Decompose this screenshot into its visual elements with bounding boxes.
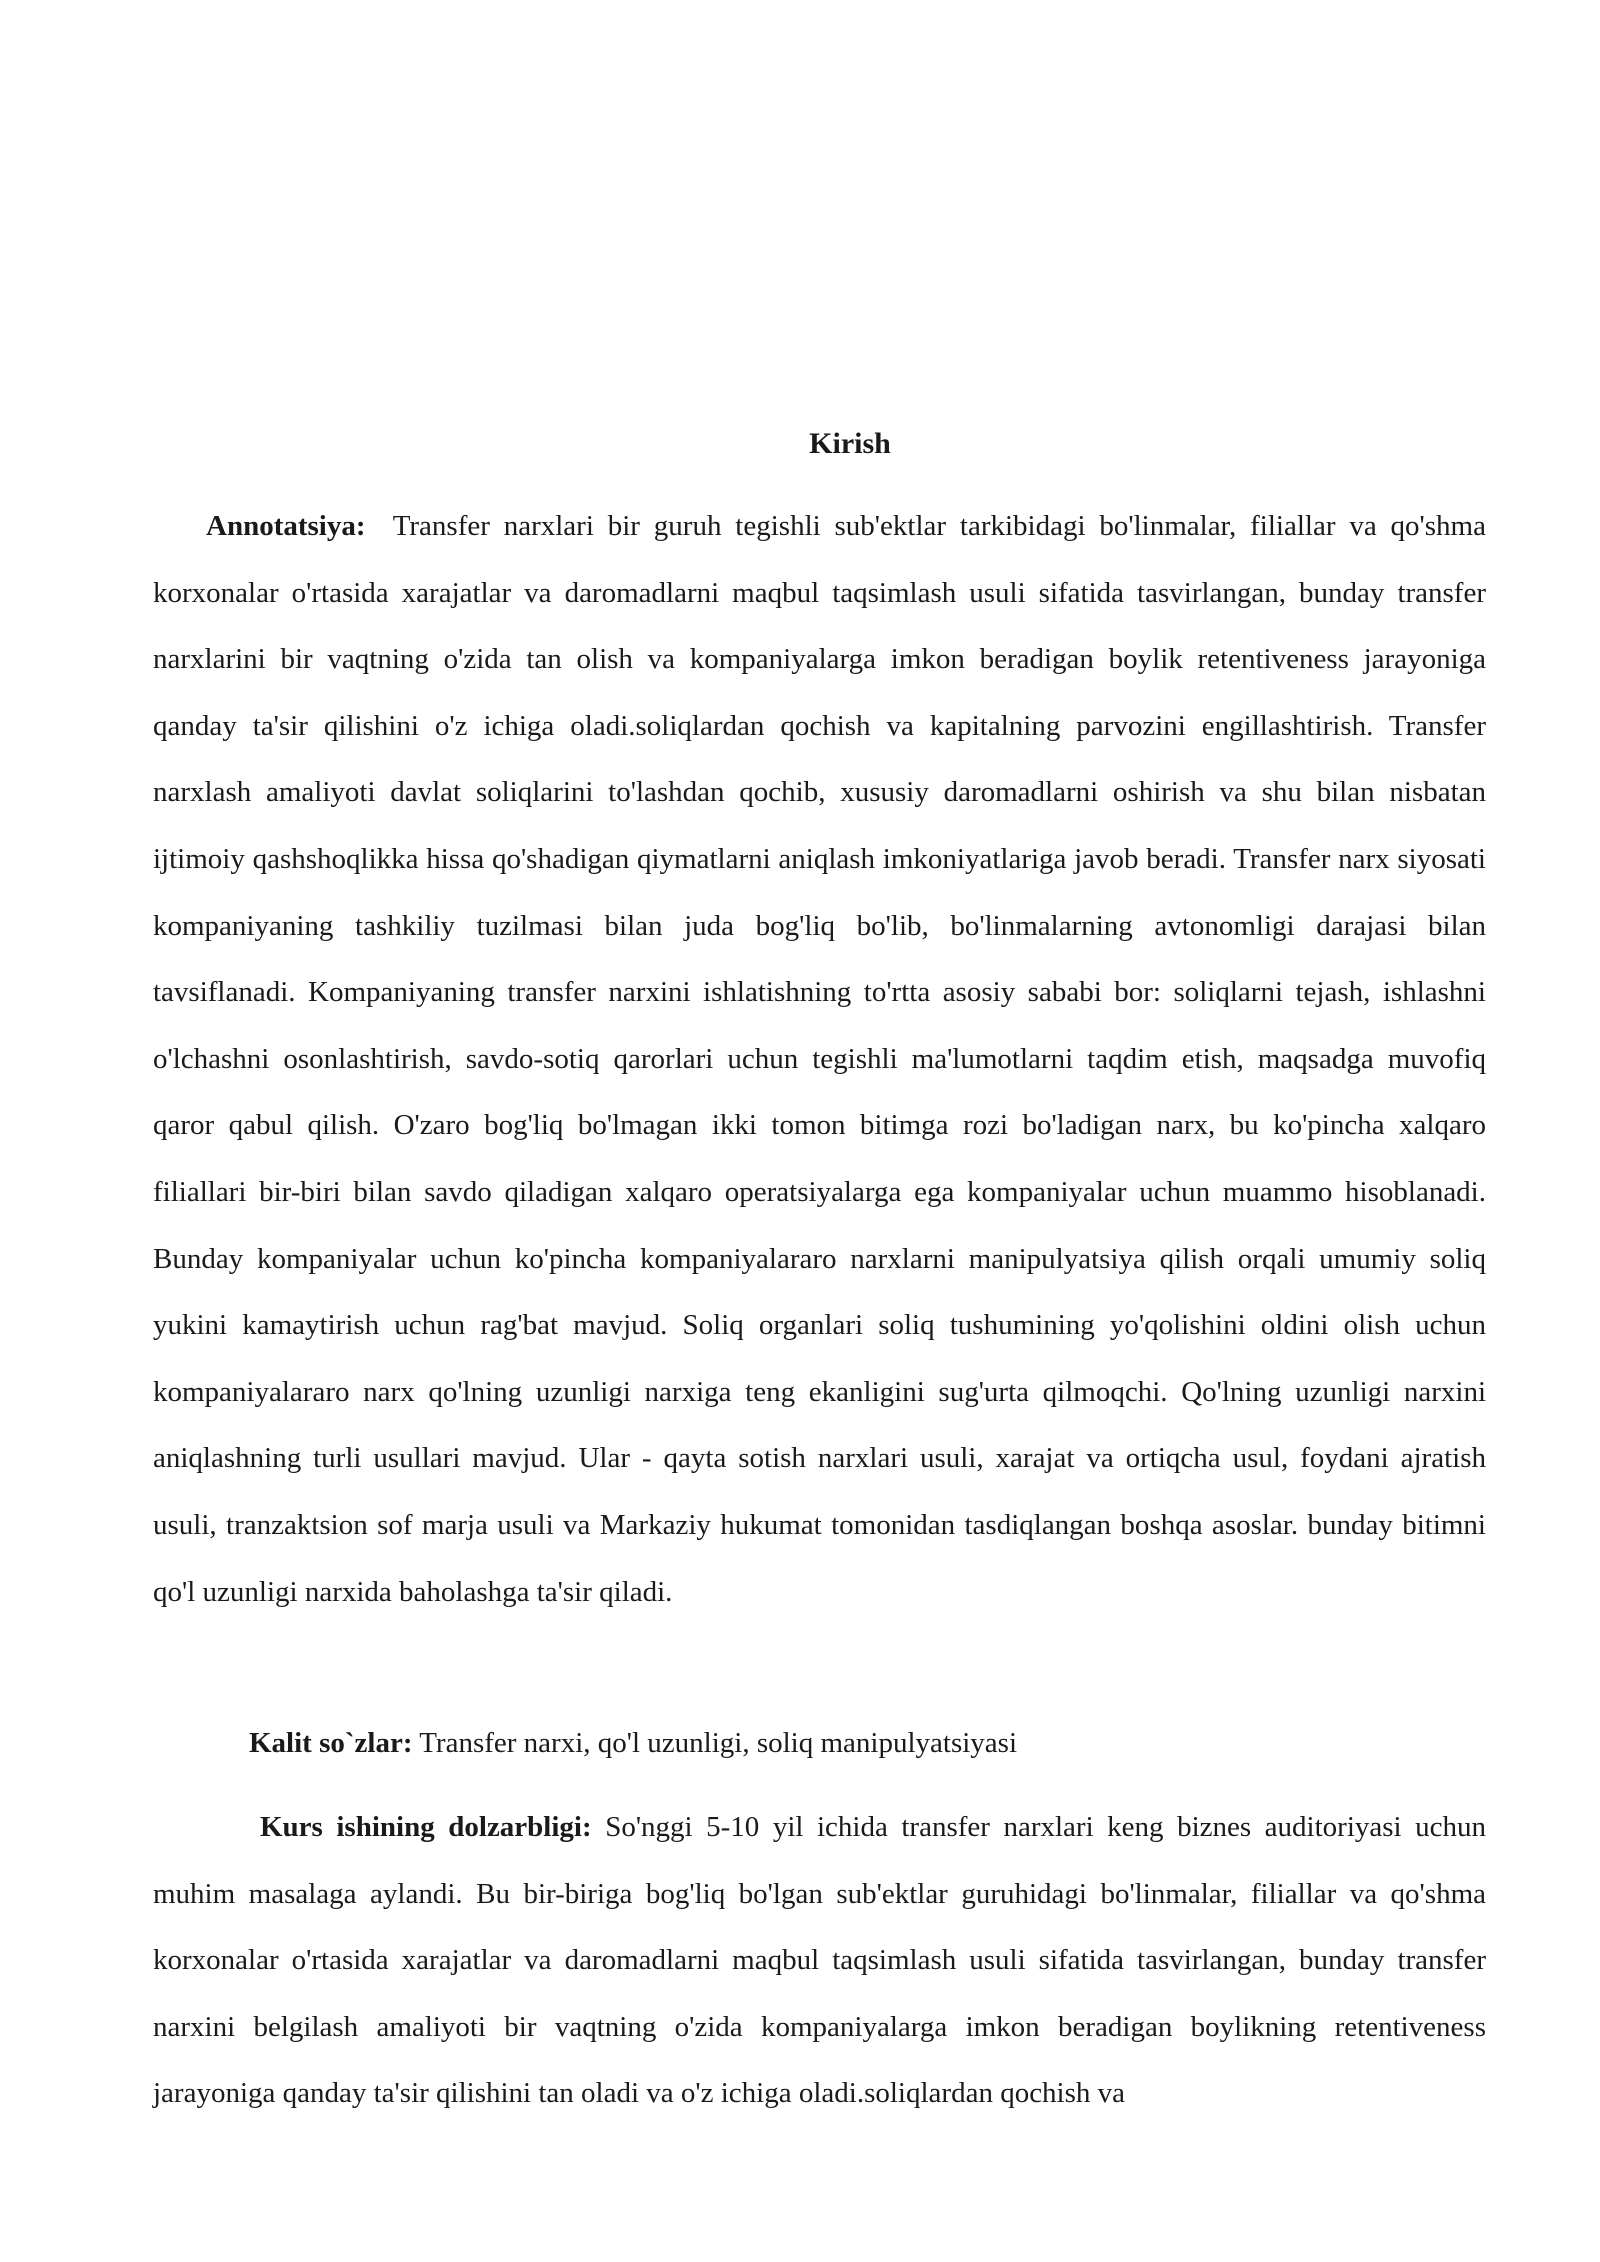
- relevance-text: So'nggi 5-10 yil ichida transfer narxlari keng biznes auditoriyasi uchun muhim masalaga aylandi. Bu bir-biriga bog'liq bo'lgan sub'ektlar guruhidagi bo'linmalar, filiallar va qo'shma korxonalar o'rtasida xarajatlar va daromadlarni maqbul taqsimlash usuli sifatida tasvirlangan, bunday transfer narxini belgilash amaliyoti bir vaqtning o'zida kompaniyalarga imkon beradigan boylikning retentiveness jarayoniga qanday ta'sir qilishini tan oladi va o'z ichiga oladi.soliqlardan qochish va: [153, 1811, 1487, 2110]
- keywords-paragraph: [153, 1710, 1486, 1777]
- annotation-text: Transfer narxlari bir guruh tegishli sub'ektlar tarkibidagi bo'linmalar, filiallar va qo'shma korxonalar o'rtasida xarajatlar va daromadlarni maqbul taqsimlash usuli sifatida tasvirlangan, bunday transfer narxlarini bir vaqtning o'zida tan olish va kompaniyalarga imkon beradigan boylik retentiveness jarayoniga qanday ta'sir qilishini o'z ichiga oladi.soliqlardan qochish va kapitalning parvozini engillashtirish. Transfer narxlash amaliyoti davlat soliqlarini to'lashdan qochib, xususiy daromadlarni oshirish va shu bilan nisbatan ijtimoiy qashshoqlikka hissa qo'shadigan qiymatlarni aniqlash imkoniyatlariga javob beradi. Transfer narx siyosati kompaniyaning tashkiliy tuzilmasi bilan juda bog'liq bo'lib, bo'linmalarning avtonomligi darajasi bilan tavsiflanadi. Kompaniyaning transfer narxini ishlatishning to'rtta asosiy sababi bor: soliqlarni tejash, ishlashni o'lchashni osonlashtirish, savdo-sotiq qarorlari uchun tegishli ma'lumotlarni taqdim etish, maqsadga muvofiq qaror qabul qilish. O'zaro bog'liq bo'lmagan ikki tomon bitimga rozi bo'ladigan narx, bu ko'pincha xalqaro filiallari bir-biri bilan savdo qiladigan xalqaro operatsiyalarga ega kompaniyalar uchun muammo hisoblanadi. Bunday kompaniyalar uchun ko'pincha kompaniyalararo narxlarni manipulyatsiya qilish orqali umumiy soliq yukini kamaytirish uchun rag'bat mavjud. Soliq organlari soliq tushumining yo'qolishini oldini olish uchun kompaniyalararo narx qo'lning uzunligi narxiga teng ekanligini sug'urta qilmoqchi. Qo'lning uzunligi narxini aniqlashning turli usullari mavjud. Ular - qayta sotish narxlari usuli, xarajat va ortiqcha usul, foydani ajratish usuli, tranzaktsion sof marja usuli va Markaziy hukumat tomonidan tasdiqlangan boshqa asoslar. bunday bitimni qo'l uzunligi narxida baholashga ta'sir qiladi.: [153, 510, 1486, 1608]
- annotation-paragraph: [153, 493, 1486, 1625]
- relevance-paragraph: [153, 1794, 1486, 2127]
- page-title: Kirish: [809, 427, 891, 460]
- annotation-label: Annotatsiya:: [206, 510, 366, 542]
- keywords-text: Transfer narxi, qo'l uzunligi, soliq manipulyatsiyasi: [419, 1727, 1018, 1759]
- relevance-label: Kurs ishining dolzarbligi:: [260, 1811, 592, 1843]
- keywords-label: Kalit so`zlar:: [249, 1727, 413, 1759]
